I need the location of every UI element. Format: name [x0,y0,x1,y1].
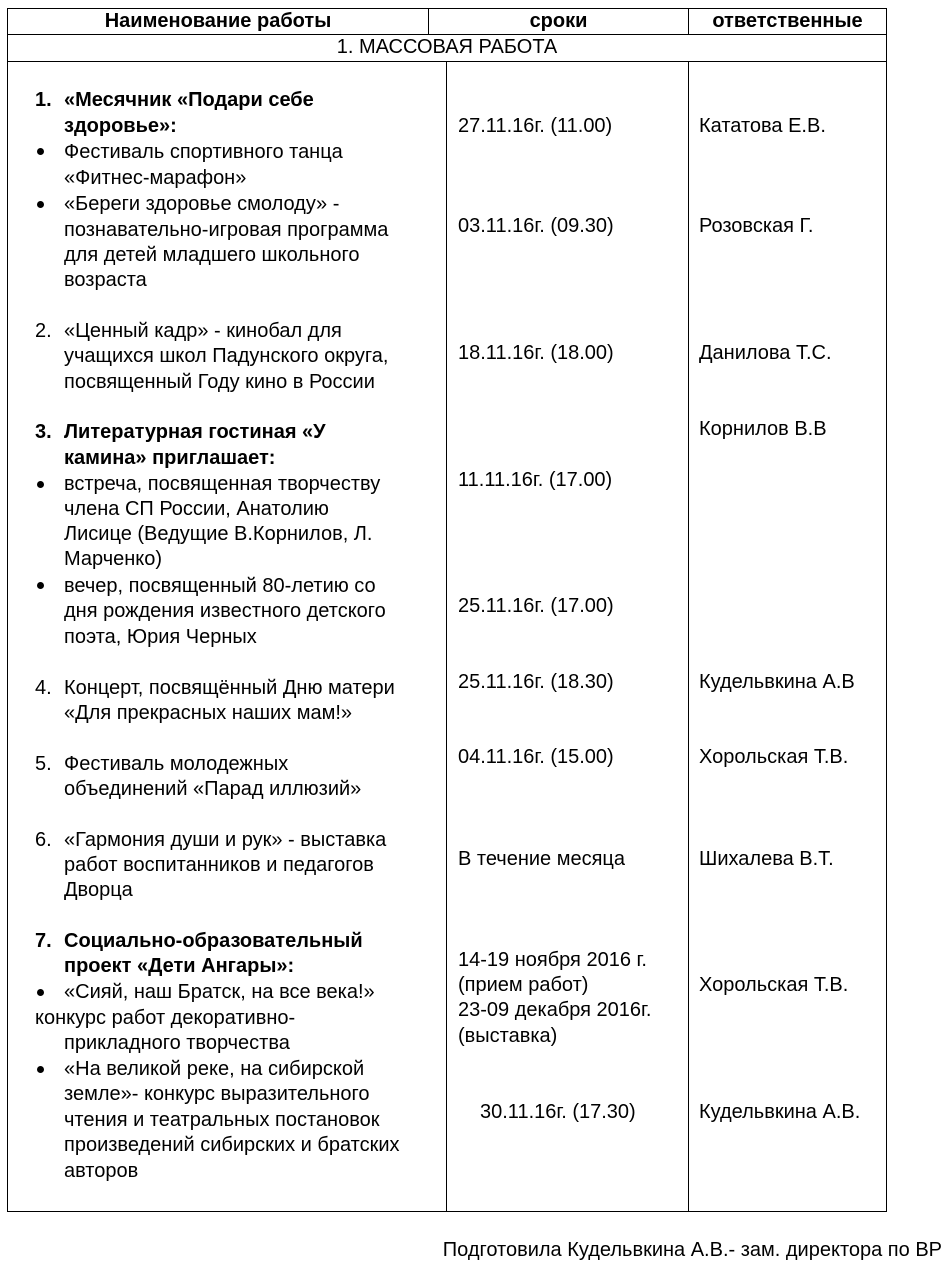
item1-sub2-line4: возраста [64,269,147,291]
item6-line1: «Гармония души и рук» - выставка [64,829,387,851]
item1-sub2-line2: познавательно-игровая программа [64,219,389,241]
item7-sub2-bullet [37,1066,44,1073]
item3-responsible: Корнилов В.В [699,418,827,440]
item7-sub1-date-line3: 23-09 декабря 2016г. [458,999,652,1021]
item7-sub1-date-line1: 14-19 ноября 2016 г. [458,949,647,971]
item1-sub1-date: 27.11.16г. (11.00) [458,115,613,137]
item5-line1: Фестиваль молодежных [64,753,289,775]
header-name: Наименование работы [104,10,332,32]
item7-sub1-line3: прикладного творчества [64,1032,290,1054]
header-responsible: ответственные [712,10,863,32]
item7-title-line2: проект «Дети Ангары»: [64,955,295,977]
item1-title-line1: «Месячник «Подари себе [64,89,314,111]
item2-line1: «Ценный кадр» - кинобал для [64,320,342,342]
section-divider [7,61,887,62]
item7-sub1-responsible: Хорольская Т.В. [699,974,849,996]
item7-sub1-line1: «Сияй, наш Братск, на все века!» [64,981,375,1003]
item3-sub2-bullet [37,582,44,589]
item3-sub2-date: 25.11.16г. (17.00) [458,595,614,617]
item4-number: 4. [35,677,52,699]
item3-sub1-bullet [37,481,44,488]
section-title: 1. МАССОВАЯ РАБОТА [336,36,558,58]
item5-line2: объединений «Парад иллюзий» [64,778,362,800]
item6-date: В течение месяца [458,848,626,870]
item3-sub2-line3: поэта, Юрия Черных [64,626,257,648]
table-border-right [886,8,887,1212]
item3-sub1-date: 11.11.16г. (17.00) [458,469,613,491]
item7-sub2-date: 30.11.16г. (17.30) [480,1101,636,1123]
table-border-bottom [7,1211,887,1212]
item7-number: 7. [35,930,52,952]
body-col-divider-1 [446,61,447,1212]
item3-number: 3. [35,421,52,443]
item4-line1: Концерт, посвящённый Дню матери [64,677,395,699]
item3-sub1-line4: Марченко) [64,548,163,570]
item1-sub2-date: 03.11.16г. (09.30) [458,215,614,237]
item7-title-line1: Социально-образовательный [64,930,363,952]
item5-date: 04.11.16г. (15.00) [458,746,614,768]
item3-title-line2: камина» приглашает: [64,447,276,469]
item3-sub1-line3: Лисице (Ведущие В.Корнилов, Л. [64,523,373,545]
item2-date: 18.11.16г. (18.00) [458,342,614,364]
item4-date: 25.11.16г. (18.30) [458,671,614,693]
item2-line2: учащихся школ Падунского округа, [64,345,389,367]
item3-sub1-line1: встреча, посвященная творчеству [64,473,381,495]
item1-sub2-bullet [37,201,44,208]
item7-sub2-line1: «На великой реке, на сибирской [64,1058,365,1080]
item3-sub2-line1: вечер, посвященный 80-летию со [64,575,376,597]
item3-title-line1: Литературная гостиная «У [64,421,326,443]
item4-line2: «Для прекрасных наших мам!» [64,702,353,724]
item7-sub1-date-line2: (прием работ) [458,974,589,996]
item7-sub2-line3: чтения и театральных постановок [64,1109,380,1131]
item1-sub1-line2: «Фитнес-марафон» [64,167,247,189]
item7-sub2-line4: произведений сибирских и братских [64,1134,400,1156]
item7-sub2-line2: земле»- конкурс выразительного [64,1083,370,1105]
item1-number: 1. [35,89,52,111]
item6-line3: Дворца [64,879,133,901]
body-col-divider-2 [688,61,689,1212]
item6-number: 6. [35,829,52,851]
item2-line3: посвященный Году кино в России [64,371,375,393]
item2-number: 2. [35,320,52,342]
item5-responsible: Хорольская Т.В. [699,746,849,768]
table-border-left [7,8,8,1212]
item2-responsible: Данилова Т.С. [699,342,832,364]
item7-sub1-date-line4: (выставка) [458,1025,558,1047]
item1-title-line2: здоровье»: [64,115,177,137]
item5-number: 5. [35,753,52,775]
item7-sub1-bullet [37,989,44,996]
item3-sub2-line2: дня рождения известного детского [64,600,386,622]
item7-sub1-line2: конкурс работ декоративно- [35,1007,296,1029]
item4-responsible: Кудельвкина А.В [699,671,855,693]
header-dates: сроки [529,10,588,32]
item1-sub1-bullet [37,148,44,155]
item6-responsible: Шихалева В.Т. [699,848,834,870]
item7-sub2-responsible: Кудельвкина А.В. [699,1101,861,1123]
item1-sub2-responsible: Розовская Г. [699,215,814,237]
item6-line2: работ воспитанников и педагогов [64,854,374,876]
item7-sub2-line5: авторов [64,1160,139,1182]
item1-sub1-line1: Фестиваль спортивного танца [64,141,343,163]
item1-sub2-line3: для детей младшего школьного [64,244,360,266]
item1-sub1-responsible: Кататова Е.В. [699,115,826,137]
item3-sub1-line2: члена СП России, Анатолию [64,498,329,520]
item1-sub2-line1: «Береги здоровье смолоду» - [64,193,340,215]
footer-prepared-by: Подготовила Кудельвкина А.В.- зам. директора по ВР [442,1239,942,1261]
